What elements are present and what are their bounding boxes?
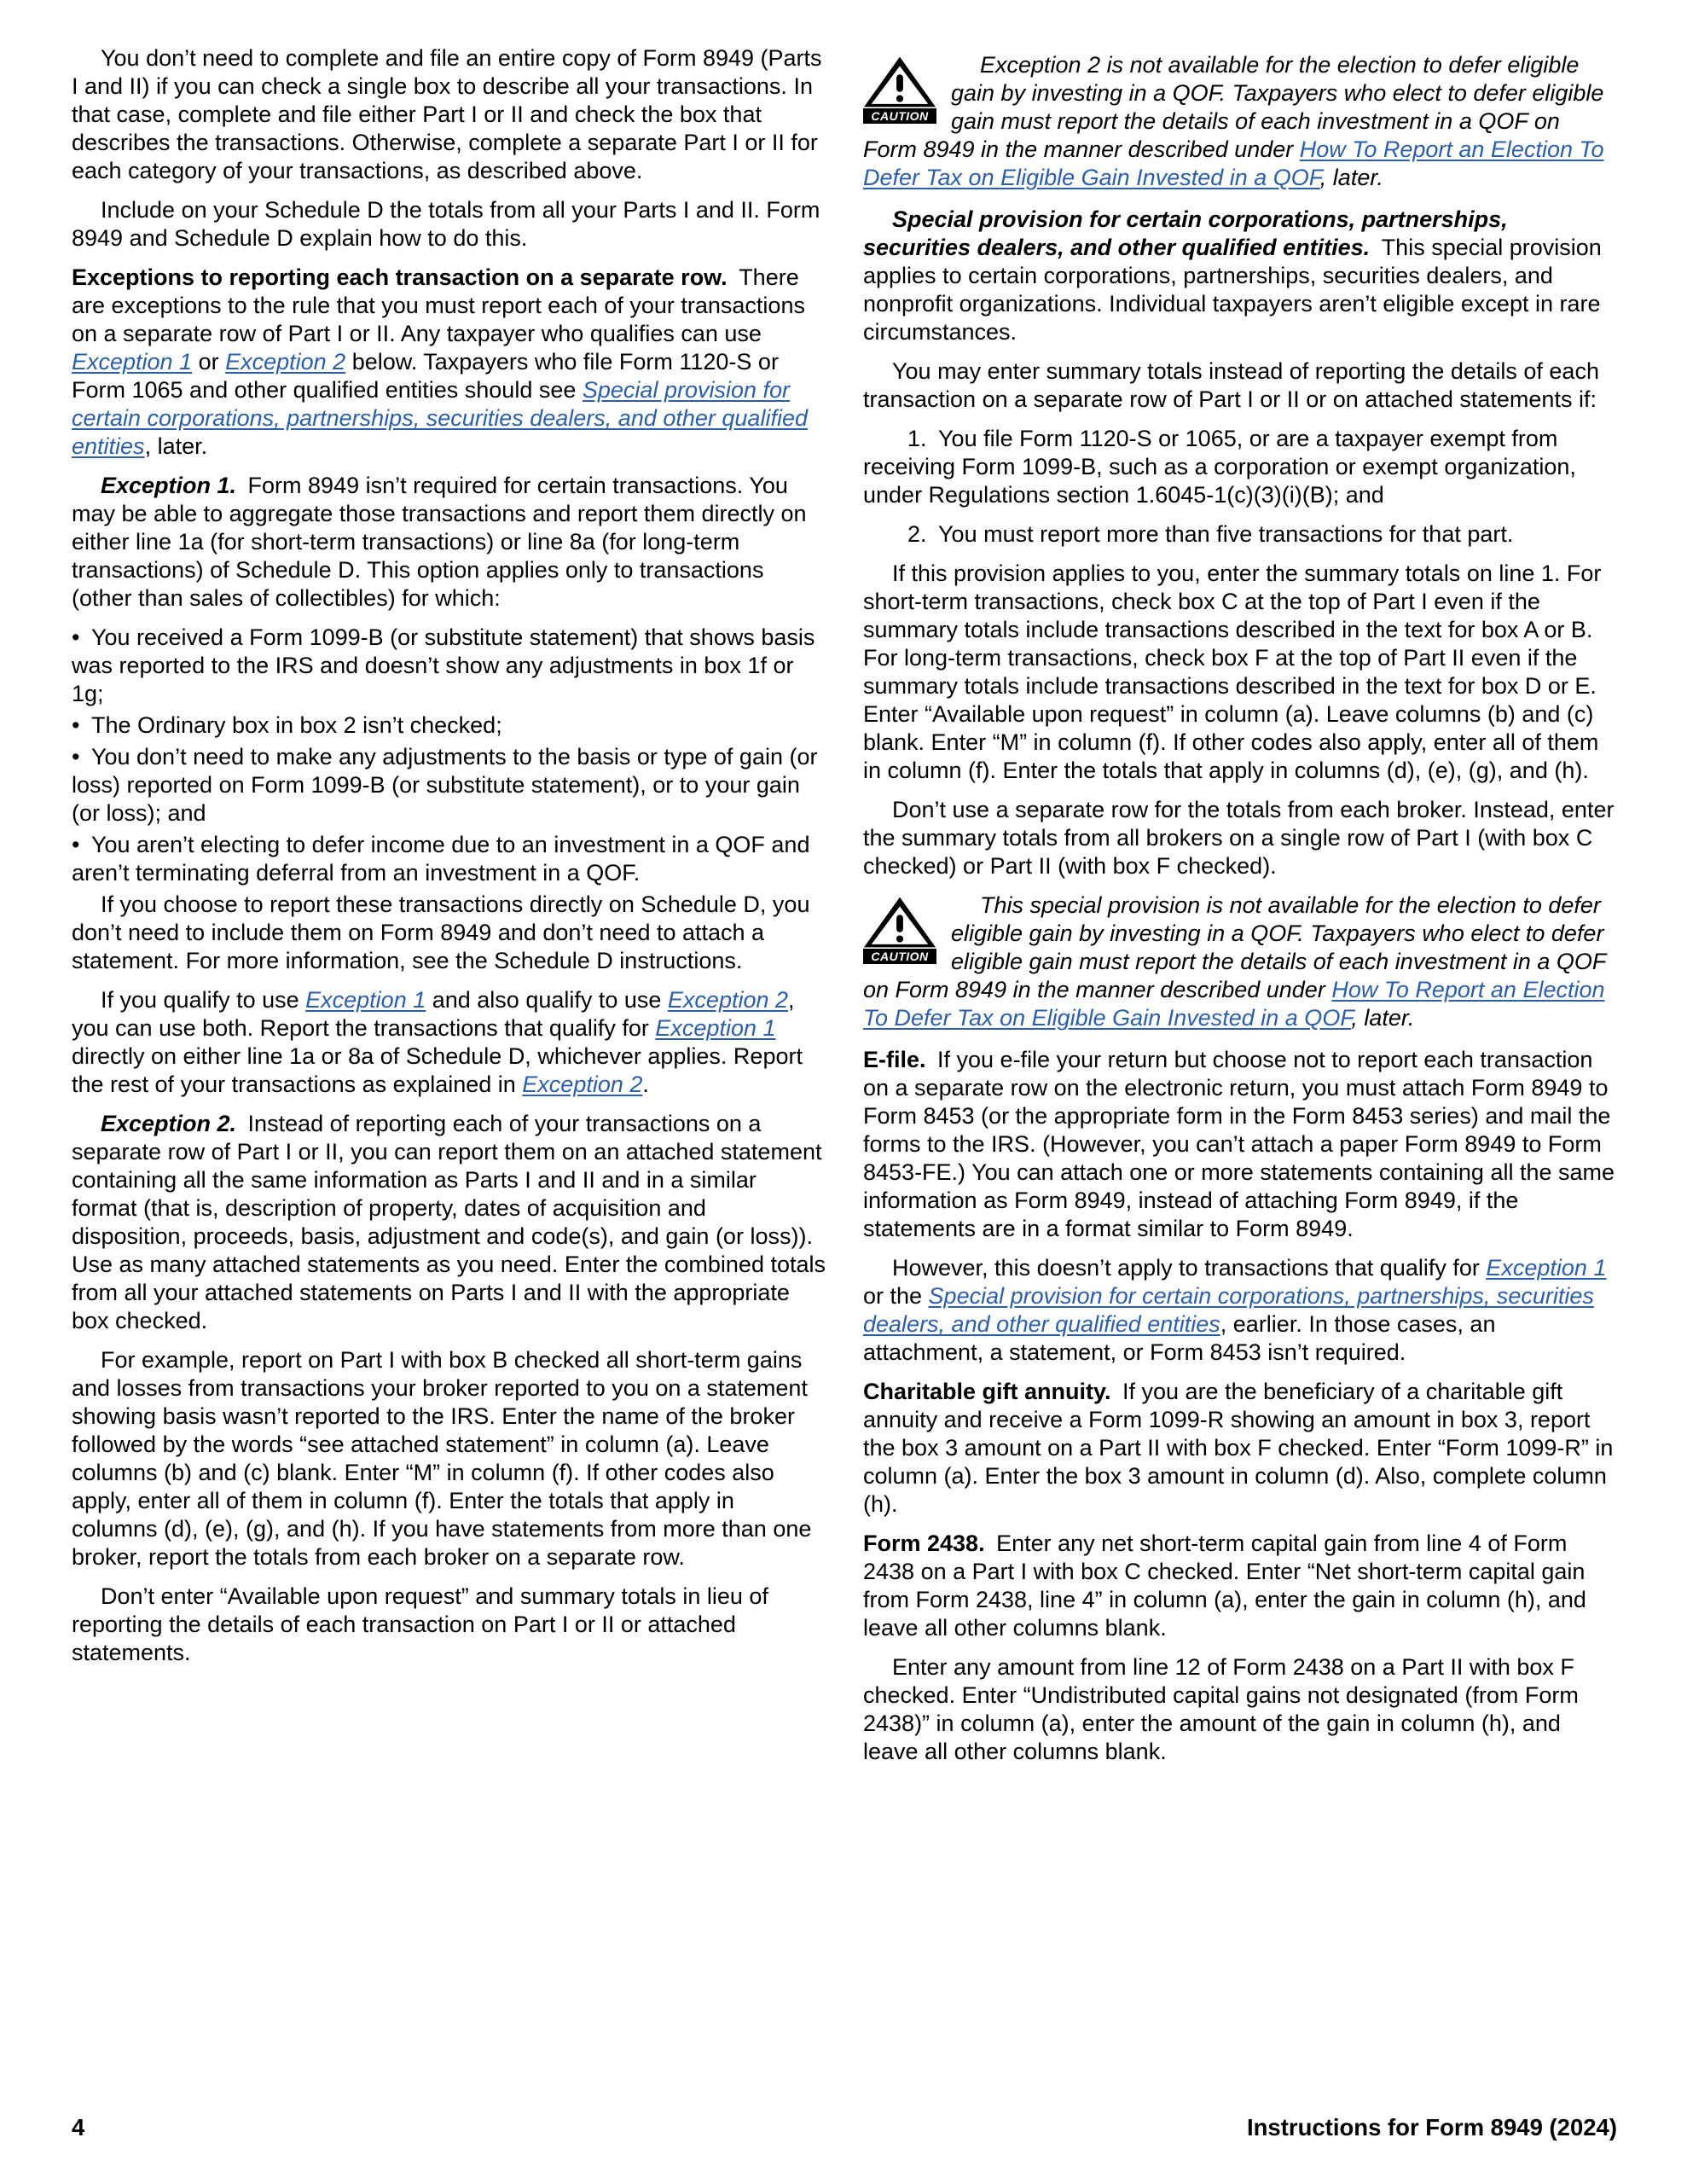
schedule-d-direct-paragraph <box>72 891 826 975</box>
left-column <box>72 44 826 1678</box>
text-run: For example, report on Part I with box B checked all short-term gains and losses from transactions your broker reported to you on a statement showing basis wasn’t reported to the IRS. Enter the name of the broker followed by the words “see attached statement” in column (a). Leave columns (b) and (c) blank. Enter “M” in column (f). If other codes also apply, enter all of them in column (f). Enter the totals that apply in columns (d), (e), (g), and (h). If you have statements from more than one broker, report the totals from each broker on a separate row. <box>72 1347 812 1570</box>
text-run: However, this doesn’t apply to transactions that qualify for <box>892 1255 1487 1281</box>
text-run: If you choose to report these transactions directly on Schedule D, you don’t need to include them on Form 8949 and don’t need to attach a statement. For more information, see the Schedule D instructions. <box>72 892 810 973</box>
both-exceptions-paragraph <box>72 986 826 1099</box>
cross-reference-link[interactable]: Exception 2 <box>522 1072 643 1097</box>
text-run: If you qualify to use <box>101 987 306 1013</box>
cross-reference-link[interactable]: Exception 1 <box>1486 1255 1607 1281</box>
exception-1-bullet-4 <box>72 831 826 887</box>
available-upon-request-paragraph <box>72 1583 826 1667</box>
cross-reference-link[interactable]: Special provision for certain corporations, partnerships, securities dealers, and other qualified entities <box>863 1283 1594 1337</box>
text-run: There are exceptions to the rule that you must report each of your transactions on a separate row of Part I or II. Any taxpayer who qualifies can use <box>72 264 805 346</box>
cross-reference-link[interactable]: How To Report an Election To Defer Tax on Eligible Gain Invested in a QOF <box>863 977 1605 1031</box>
caution-label: CAUTION <box>863 949 936 964</box>
cross-reference-link[interactable]: Exception 2 <box>667 987 789 1013</box>
form-2438-paragraph <box>863 1530 1617 1642</box>
text-run: You don’t need to complete and file an entire copy of Form 8949 (Parts I and II) if you can check a single box to describe all your transactions. In that case, complete and file either Part I or II and check the box that describes the transactions. Otherwise, complete a separate Part I or II for each category of your transactions, as described above. <box>72 45 822 183</box>
text-run: Exception 2 is not available for the election to defer eligible gain by investing in a QOF. Taxpayers who elect to defer eligible gain must report the details of each investment in a QOF on Form 8949 in the manner described under <box>863 52 1604 162</box>
summary-totals-paragraph <box>863 357 1617 414</box>
caution-note-special-provision <box>863 892 1617 1032</box>
text-run: , later. <box>1319 165 1383 190</box>
text-run: This special provision applies to certain corporations, partnerships, securities dealers, and nonprofit organizations. Individual taxpayers aren’t eligible except in rare circumstances. <box>863 235 1602 345</box>
caution-triangle-icon <box>863 896 936 949</box>
text-run: 2. You must report more than five transactions for that part. <box>907 521 1514 547</box>
text-run: Enter any net short-term capital gain from line 4 of Form 2438 on a Part I with box C checked. Enter “Net short-term capital gain from Form 2438, line 4” in column (a), enter the gain in column (h), and leave all other columns blank. <box>863 1531 1586 1641</box>
single-row-totals-paragraph <box>863 796 1617 880</box>
text-run: and also qualify to use <box>426 987 668 1013</box>
text-run: You aren’t electing to defer income due to an investment in a QOF and aren’t terminating deferral from an investment in a QOF. <box>72 832 810 886</box>
text-run: directly on either line 1a or 8a of Schedule D, whichever applies. Report the rest of your transactions as explained in <box>72 1043 803 1097</box>
caution-triangle-icon <box>863 55 936 108</box>
text-run: Enter any amount from line 12 of Form 2438 on a Part II with box F checked. Enter “Undistributed capital gains not designated (from Form 2438)” in column (a), enter the amount of the gain in column (h), and leave all other columns blank. <box>863 1654 1579 1764</box>
text-run: Include on your Schedule D the totals from all your Parts I and II. Form 8949 and Schedule D explain how to do this. <box>72 197 820 251</box>
bullet-icon: • <box>72 712 91 738</box>
efile-paragraph <box>863 1046 1617 1243</box>
text-run: Exceptions to reporting each transaction on a separate row. <box>72 264 728 290</box>
exception-1-paragraph <box>72 472 826 613</box>
text-run: You don’t need to make any adjustments to the basis or type of gain (or loss) reported on Form 1099-B (or substitute statement), or to your gain (or loss); and <box>72 744 818 826</box>
text-run: E-file. <box>863 1047 926 1072</box>
text-run: If you are the beneficiary of a charitable gift annuity and receive a Form 1099-R showing an amount in box 3, report the box 3 amount on a Part II with box F checked. Enter “Form 1099-R” in column (a). Enter the box 3 amount in column (d). Also, complete column (h). <box>863 1379 1614 1517</box>
text-run: , earlier. In those cases, an attachment, a statement, or Form 8453 isn’t required. <box>863 1311 1496 1365</box>
charitable-gift-annuity-paragraph <box>863 1378 1617 1519</box>
cross-reference-link[interactable]: Exception 2 <box>225 349 346 375</box>
cross-reference-link[interactable]: Special provision for certain corporations, partnerships, securities dealers, and other qualified entities <box>72 377 808 459</box>
bullet-icon: • <box>72 624 91 650</box>
text-run: Form 2438. <box>863 1531 985 1556</box>
broker-example-paragraph <box>72 1346 826 1571</box>
cross-reference-link[interactable]: Exception 1 <box>305 987 426 1013</box>
exception-1-bullet-1 <box>72 624 826 708</box>
text-run: Don’t enter “Available upon request” and summary totals in lieu of reporting the details of each transaction on Part I or II or attached statements. <box>72 1583 768 1665</box>
exception-2-paragraph <box>72 1110 826 1335</box>
bullet-icon: • <box>72 744 91 770</box>
text-run: , you can use both. Report the transactions that qualify for <box>72 987 795 1041</box>
caution-note-exception-2 <box>863 51 1617 192</box>
cross-reference-link[interactable]: Exception 1 <box>72 349 193 375</box>
page-number: 4 <box>72 2114 85 2140</box>
text-run: Charitable gift annuity. <box>863 1379 1111 1404</box>
page-footer <box>72 2113 1617 2141</box>
cross-reference-link[interactable]: Exception 1 <box>655 1015 776 1041</box>
schedule-d-totals-paragraph <box>72 196 826 253</box>
text-run: If you e-file your return but choose not to report each transaction on a separate row on the electronic return, you must attach Form 8949 to Form 8453 (or the appropriate form in the Form 8453 series) and mail the forms to the IRS. (However, you can’t attach a paper Form 8949 to Form 8453-FE.) You can attach one or more statements containing all the same information as Form 8949, instead of attaching Form 8949, if the statements are in a format similar to Form 8949. <box>863 1047 1615 1241</box>
right-column <box>863 44 1617 1777</box>
footer-document-title: Instructions for Form 8949 (2024) <box>1246 2114 1617 2140</box>
special-provision-paragraph <box>863 206 1617 346</box>
caution-icon <box>863 896 936 964</box>
summary-condition-2 <box>863 520 1617 549</box>
text-run: If this provision applies to you, enter the summary totals on line 1. For short-term transactions, check box C at the top of Part I even if the summary totals include transactions described in the text for box A or B. For long-term transactions, check box F at the top of Part II even if the summary totals include transactions described in the text for box D or E. Enter “Available upon request” in column (a). Leave columns (b) and (c) blank. Enter “M” in column (f). If other codes also apply, enter all of them in column (f). Enter the totals that apply in columns (d), (e), (g), and (h). <box>863 561 1602 783</box>
text-run: or the <box>863 1283 929 1309</box>
text-run: The Ordinary box in box 2 isn’t checked; <box>90 712 502 738</box>
text-run: . <box>642 1072 649 1097</box>
text-run: or <box>192 349 226 375</box>
provision-applies-paragraph <box>863 560 1617 785</box>
exceptions-heading-paragraph <box>72 264 826 461</box>
cross-reference-link[interactable]: How To Report an Election To Defer Tax on Eligible Gain Invested in a QOF <box>863 136 1604 190</box>
caution-label: CAUTION <box>863 108 936 124</box>
text-run: Exception 1. <box>101 473 237 498</box>
bullet-icon: • <box>72 832 91 857</box>
text-run: Special provision for certain corporations, partnerships, securities dealers, and other qualified entities. <box>863 206 1508 260</box>
text-run: , later. <box>144 433 208 459</box>
intro-paragraph <box>72 44 826 185</box>
text-run: Exception 2. <box>101 1111 237 1136</box>
exception-1-bullet-3 <box>72 743 826 828</box>
text-run: 1. You file Form 1120-S or 1065, or are a taxpayer exempt from receiving Form 1099-B, such as a corporation or exempt organization, under Regulations section 1.6045-1(c)(3)(i)(B); and <box>863 426 1576 508</box>
text-run: Don’t use a separate row for the totals from each broker. Instead, enter the summary totals from all brokers on a single row of Part I (with box C checked) or Part II (with box F checked). <box>863 797 1615 879</box>
text-run: Instead of reporting each of your transactions on a separate row of Part I or II, you can report them on an attached statement containing all the same information as Parts I and II and in a similar format (that is, description of property, dates of acquisition and disposition, proceeds, basis, adjustment and code(s), and gain (or loss)). Use as many attached statements as you need. Enter the combined totals from all your attached statements on Parts I and II with the appropriate box checked. <box>72 1111 826 1333</box>
text-run: You may enter summary totals instead of reporting the details of each transaction on a separate row of Part I or II or on attached statements if: <box>863 358 1599 412</box>
text-run: You received a Form 1099-B (or substitute statement) that shows basis was reported to the IRS and doesn’t show any adjustments in box 1f or 1g; <box>72 624 815 706</box>
efile-exception-paragraph <box>863 1254 1617 1367</box>
text-run: below. Taxpayers who file Form 1120-S or Form 1065 and other qualified entities should see <box>72 349 779 403</box>
text-run: Form 8949 isn’t required for certain transactions. You may be able to aggregate those transactions and report them directly on either line 1a (for short-term transactions) or line 8a (for long-term transactions) of Schedule D. This option applies only to transactions (other than sales of collectibles) for which: <box>72 473 807 611</box>
exception-1-bullet-2 <box>72 712 826 740</box>
caution-icon <box>863 55 936 124</box>
text-run: This special provision is not available for the election to defer eligible gain by investing in a QOF. Taxpayers who elect to defer eligible gain must report the details of each investment in a QOF on Form 8949 in the manner described under <box>863 892 1606 1002</box>
text-run: , later. <box>1351 1005 1415 1031</box>
form-2438-line-12-paragraph <box>863 1653 1617 1766</box>
summary-condition-1 <box>863 425 1617 509</box>
